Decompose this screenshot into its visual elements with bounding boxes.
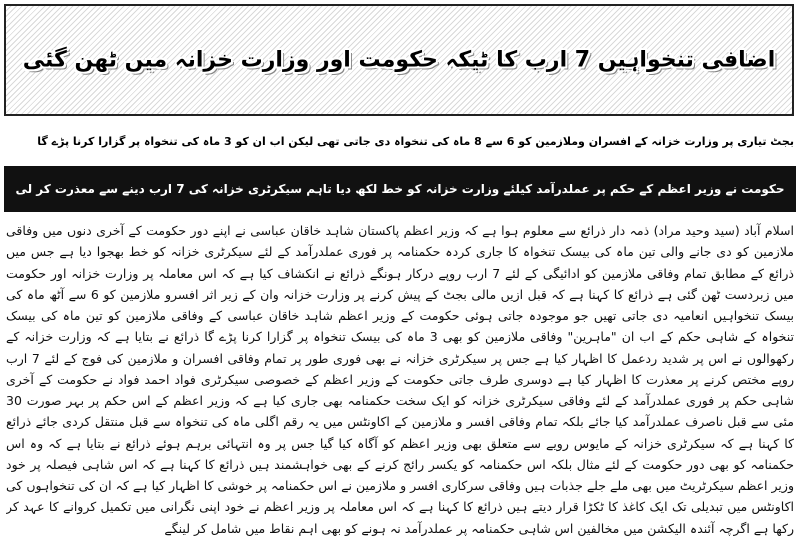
article-body: اسلام آباد (سید وحید مراد) ذمہ دار ذرائع سے معلوم ہوا ہے کہ وزیر اعظم پاکستان شاہد خاقان عباسی نے اپنے دور حکومت کے آخری دنوں میں وفاقی ملازمین کو دی جانے والی تین ماہ کی بیسک تنخواہ کا جاری کردہ حکمنامہ پر فوری عملدرآمد کے لئے سیکرٹری خزانہ کو خط بھجوا دیا ہے جس میں ذرائع کے مطابق تمام وفاقی ملازمین کو ادائیگی کے لئے 7 ارب روپے درکار ہونگے ذرائع نے انکشاف کیا ہے کہ اس معاملہ پر وزارت خزانہ اور حکومت میں زبردست ٹھن گئی ہے ذرائع کا کہنا ہے کہ قبل ازیں مالی بجٹ کے پیش کرنے پر وزارت خزانہ وان کے زیر اثر افسرو ملازمین کو 6 سے آٹھ ماہ کی بیسک تنخواہیں انعامیہ دی جاتی تھیں جو موجودہ جاتی ہوئی حکومت کے وزیر اعظم شاہد خاقان عباسی کے وفاقی ملازمین کو تین ماہ کی بیسک تنخواہ کے شاہی حکم کے اب ان "ماہرین" وفاقی ملازمین کو بھی 3 ماہ کی بیسک تنخواہ پر گزارا کرنا پڑے گا ذرائع نے بتایا ہے کہ وزارت خزانہ کے رکھوالوں نے اس پر شدید ردعمل کا اظہار کیا ہے جس پر سیکرٹری خزانہ نے بھی فوری طور پر تمام وفاقی افسران و ملازمین کی فوج کے لئے 7 ارب روپے مختص کرنے پر معذرت کا اظہار کیا ہے دوسری طرف جاتی حکومت کے وزیر اعظم کے خصوصی سیکرٹری فواد احمد فواد نے حکومت کے آخری شاہی حکم پر فوری عملدرآمد کے لئے وفاقی سیکرٹری خزانہ کو ایک سخت حکمنامہ بھی جاری کیا ہے کہ وزیر اعظم کے اس حکم پر بہر صورت 30 مئی سے قبل ناصرف عملدرآمد کیا جائے بلکہ تمام وفاقی افسر و ملازمین کے اکاونٹس میں یہ رقم اگلی ماہ کی تنخواہ سے قبل منتقل کردی جائے ذرائع کا کہنا ہے کہ سیکرٹری خزانہ کے مایوس رویے سے متعلق بھی وزیر اعظم کو آگاہ کیا گیا جس پر وہ انتہائی برہم ہوئے ذرائع نے بتایا ہے کہ وہ اس حکمنامہ کو بھی دور حکومت کے لئے مثال بلکہ اس حکمنامہ کو یکسر رائج کرنے کے بھی خواہشمند ہیں ذرائع کا کہنا ہے کہ اس شاہی فیصلہ پر خود وزیر اعظم سیکرٹریٹ میں بھی ملے جلے جذبات ہیں وفاقی سرکاری افسر و ملازمین نے اس حکمنامہ پر خوشی کا اظہار کیا ہے کہ ان کی تنخواہوں کی اکاونٹس میں تبدیلی تک ایک کاغذ کا ٹکڑا قرار دیتے ہیں ذرائع کا کہنا ہے کہ اس معاملہ پر وزیر اعظم نے خود اپنی نگرانی میں تکمیل کروانے کا عہد کر رکھا ہے اگرچہ آئندہ الیکشن میں مخالفین اس شاہی حکمنامہ پر عملدرآمد نہ ہونے کو بھی اہم نقاط میں شامل کر لینگے	[6, 223, 794, 536]
banner-text: حکومت نے وزیر اعظم کے حکم پر عملدرآمد کیلئے وزارت خزانہ کو خط لکھ دیا تاہم سیکرٹری خزانہ کی 7 ارب دینے سے معذرت کر لی	[15, 182, 785, 196]
subheadline: بجٹ تیاری پر وزارت خزانہ کے افسران وملازمین کو 6 سے 8 ماہ کی تنخواہ دی جاتی تھی لیکن اب ان کو 3 ماہ کی تنخواہ پر گزارا کرنا پڑے گا	[37, 135, 794, 148]
headline: اضافی تنخواہیں 7 ارب کا ٹیکہ حکومت اور وزارت خزانہ میں ٹھن گئی	[22, 47, 776, 73]
headline-panel	[4, 4, 794, 116]
highlight-banner	[4, 166, 796, 212]
